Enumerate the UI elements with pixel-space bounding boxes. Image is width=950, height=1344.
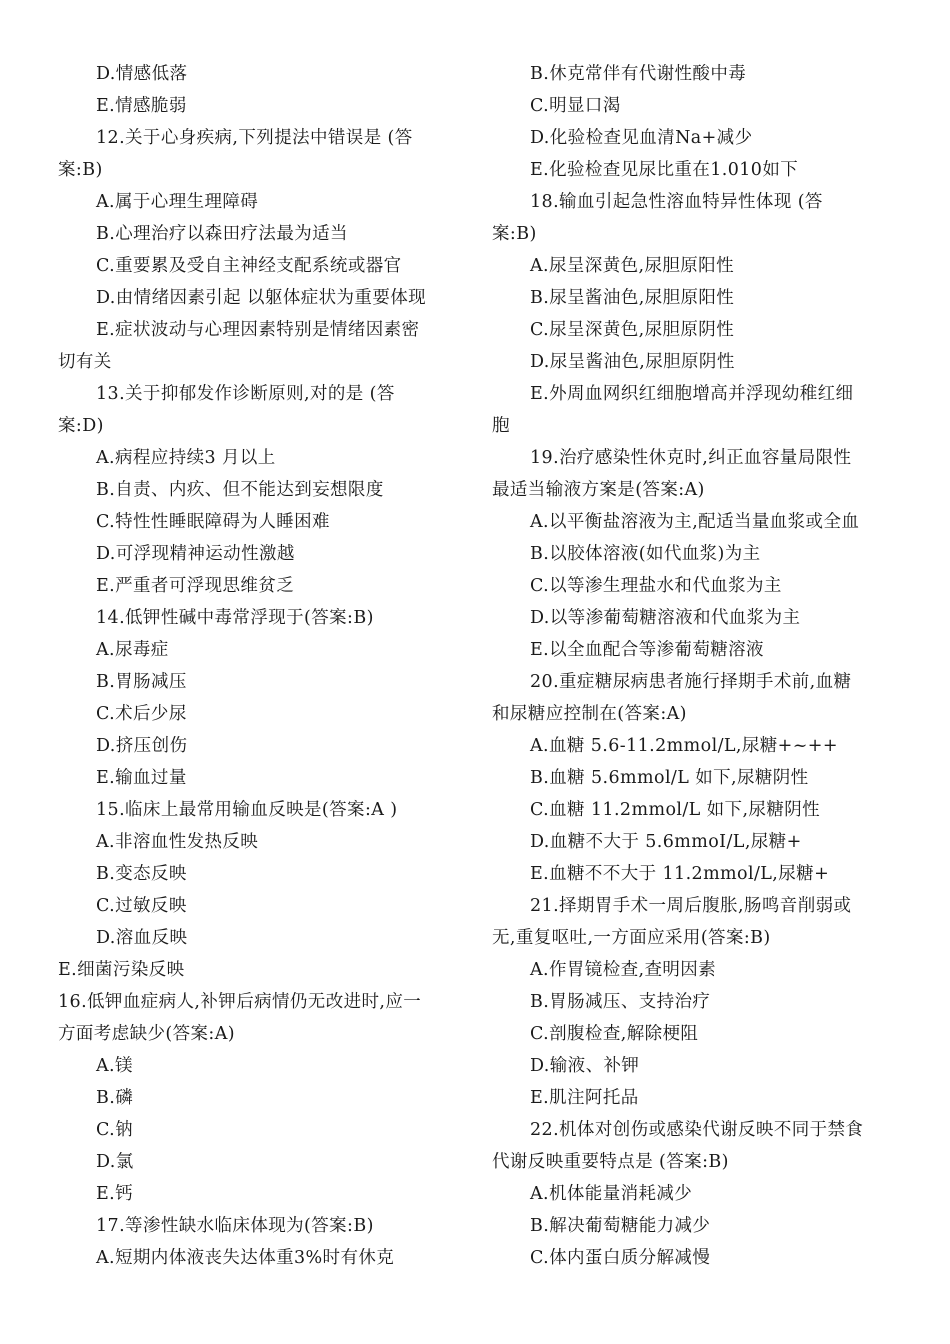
option-line: E.外周血网织红细胞增高并浮现幼稚红细 [530,384,854,404]
option-line: C.特性性睡眠障碍为人睡困难 [96,512,330,532]
question-line: 15.临床上最常用输血反映是(答案:A ) [96,800,398,820]
option-line: B.血糖 5.6mmol/L 如下,尿糖阴性 [530,768,809,788]
question-line: 20.重症糖尿病患者施行择期手术前,血糖 [530,672,852,692]
option-line: B.胃肠减压、支持治疗 [530,992,711,1012]
question-line-cont: 案:B) [58,160,103,180]
option-line: E.肌注阿托品 [530,1088,639,1108]
option-line: D.输液、补钾 [530,1056,640,1076]
option-line: D.以等渗葡萄糖溶液和代血浆为主 [530,608,801,628]
option-line: C.术后少尿 [96,704,187,724]
option-line: E.血糖不不大于 11.2mmol/L,尿糖+ [530,864,830,884]
question-line: 13.关于抑郁发作诊断原则,对的是 (答 [96,384,395,404]
option-line: D.氯 [96,1152,134,1172]
option-line: C.钠 [96,1120,134,1140]
question-line: 16.低钾血症病人,补钾后病情仍无改进时,应一 [58,992,422,1012]
question-line-cont: 最适当输液方案是(答案:A) [492,480,705,500]
question-line: 18.输血引起急性溶血特异性体现 (答 [530,192,823,212]
option-line: A.病程应持续3 月以上 [96,448,276,468]
option-line: B.磷 [96,1088,134,1108]
option-line: A.作胃镜检查,查明因素 [530,960,717,980]
option-line: E.情感脆弱 [96,96,187,116]
option-line: C.以等渗生理盐水和代血浆为主 [530,576,782,596]
question-line-cont: 和尿糖应控制在(答案:A) [492,704,687,724]
question-line: 17.等渗性缺水临床体现为(答案:B) [96,1216,374,1236]
question-line-cont: 无,重复呕吐,一方面应采用(答案:B) [492,928,771,948]
option-line: E.细菌污染反映 [58,960,185,980]
question-line-cont: 案:B) [492,224,537,244]
option-line: E.以全血配合等渗葡萄糖溶液 [530,640,764,660]
option-line: C.尿呈深黄色,尿胆原阴性 [530,320,735,340]
option-line: A.尿毒症 [96,640,169,660]
option-line: D.化验检查见血清Na+减少 [530,128,753,148]
option-line: D.溶血反映 [96,928,188,948]
option-line: D.尿呈酱油色,尿胆原阴性 [530,352,735,372]
option-line: A.尿呈深黄色,尿胆原阳性 [530,256,734,276]
option-line: D.由情绪因素引起 以躯体症状为重要体现 [96,288,427,308]
option-line: B.尿呈酱油色,尿胆原阳性 [530,288,735,308]
option-line: C.体内蛋白质分解减慢 [530,1248,711,1268]
option-line: E.严重者可浮现思维贫乏 [96,576,295,596]
option-line: C.过敏反映 [96,896,187,916]
question-line-cont: 代谢反映重要特点是 (答案:B) [492,1152,729,1172]
left-column [58,58,478,1274]
question-line: 14.低钾性碱中毒常浮现于(答案:B) [96,608,374,628]
option-line: A.短期内体液丧失达体重3%时有休克 [96,1248,395,1268]
option-line: B.自责、内疚、但不能达到妄想限度 [96,480,384,500]
option-line: D.情感低落 [96,64,188,84]
option-line: D.血糖不大于 5.6mmoI/L,尿糖+ [530,832,802,852]
option-line: B.变态反映 [96,864,187,884]
option-line: B.以胶体溶液(如代血浆)为主 [530,544,761,564]
question-line: 19.治疗感染性休克时,纠正血容量局限性 [530,448,852,468]
option-line: A.非溶血性发热反映 [96,832,259,852]
option-line: B.心理治疗以森田疗法最为适当 [96,224,348,244]
question-line: 21.择期胃手术一周后腹胀,肠鸣音削弱或 [530,896,852,916]
option-line: A.属于心理生理障碍 [96,192,259,212]
option-line: C.重要累及受自主神经支配系统或器官 [96,256,402,276]
right-column [492,58,912,1274]
option-line: B.休克常伴有代谢性酸中毒 [530,64,747,84]
option-line: D.可浮现精神运动性激越 [96,544,295,564]
question-line-cont: 方面考虑缺少(答案:A) [58,1024,235,1044]
option-line-cont: 胞 [492,416,510,436]
option-line: C.血糖 11.2mmol/L 如下,尿糖阴性 [530,800,821,820]
option-line: E.钙 [96,1184,134,1204]
option-line: B.胃肠减压 [96,672,187,692]
option-line: C.明显口渴 [530,96,621,116]
option-line: E.化验检查见尿比重在1.010如下 [530,160,799,180]
option-line: A.血糖 5.6-11.2mmol/L,尿糖+~++ [530,736,838,756]
question-line: 22.机体对创伤或感染代谢反映不同于禁食 [530,1120,864,1140]
question-line-cont: 案:D) [58,416,104,436]
option-line: A.以平衡盐溶液为主,配适当量血浆或全血 [530,512,860,532]
option-line: E.症状波动与心理因素特别是情绪因素密 [96,320,420,340]
option-line: D.挤压创伤 [96,736,188,756]
option-line: E.输血过量 [96,768,187,788]
option-line-cont: 切有关 [58,352,112,372]
option-line: B.解决葡萄糖能力减少 [530,1216,711,1236]
option-line: A.镁 [96,1056,133,1076]
question-line: 12.关于心身疾病,下列提法中错误是 (答 [96,128,413,148]
option-line: A.机体能量消耗减少 [530,1184,693,1204]
option-line: C.剖腹检查,解除梗阻 [530,1024,699,1044]
